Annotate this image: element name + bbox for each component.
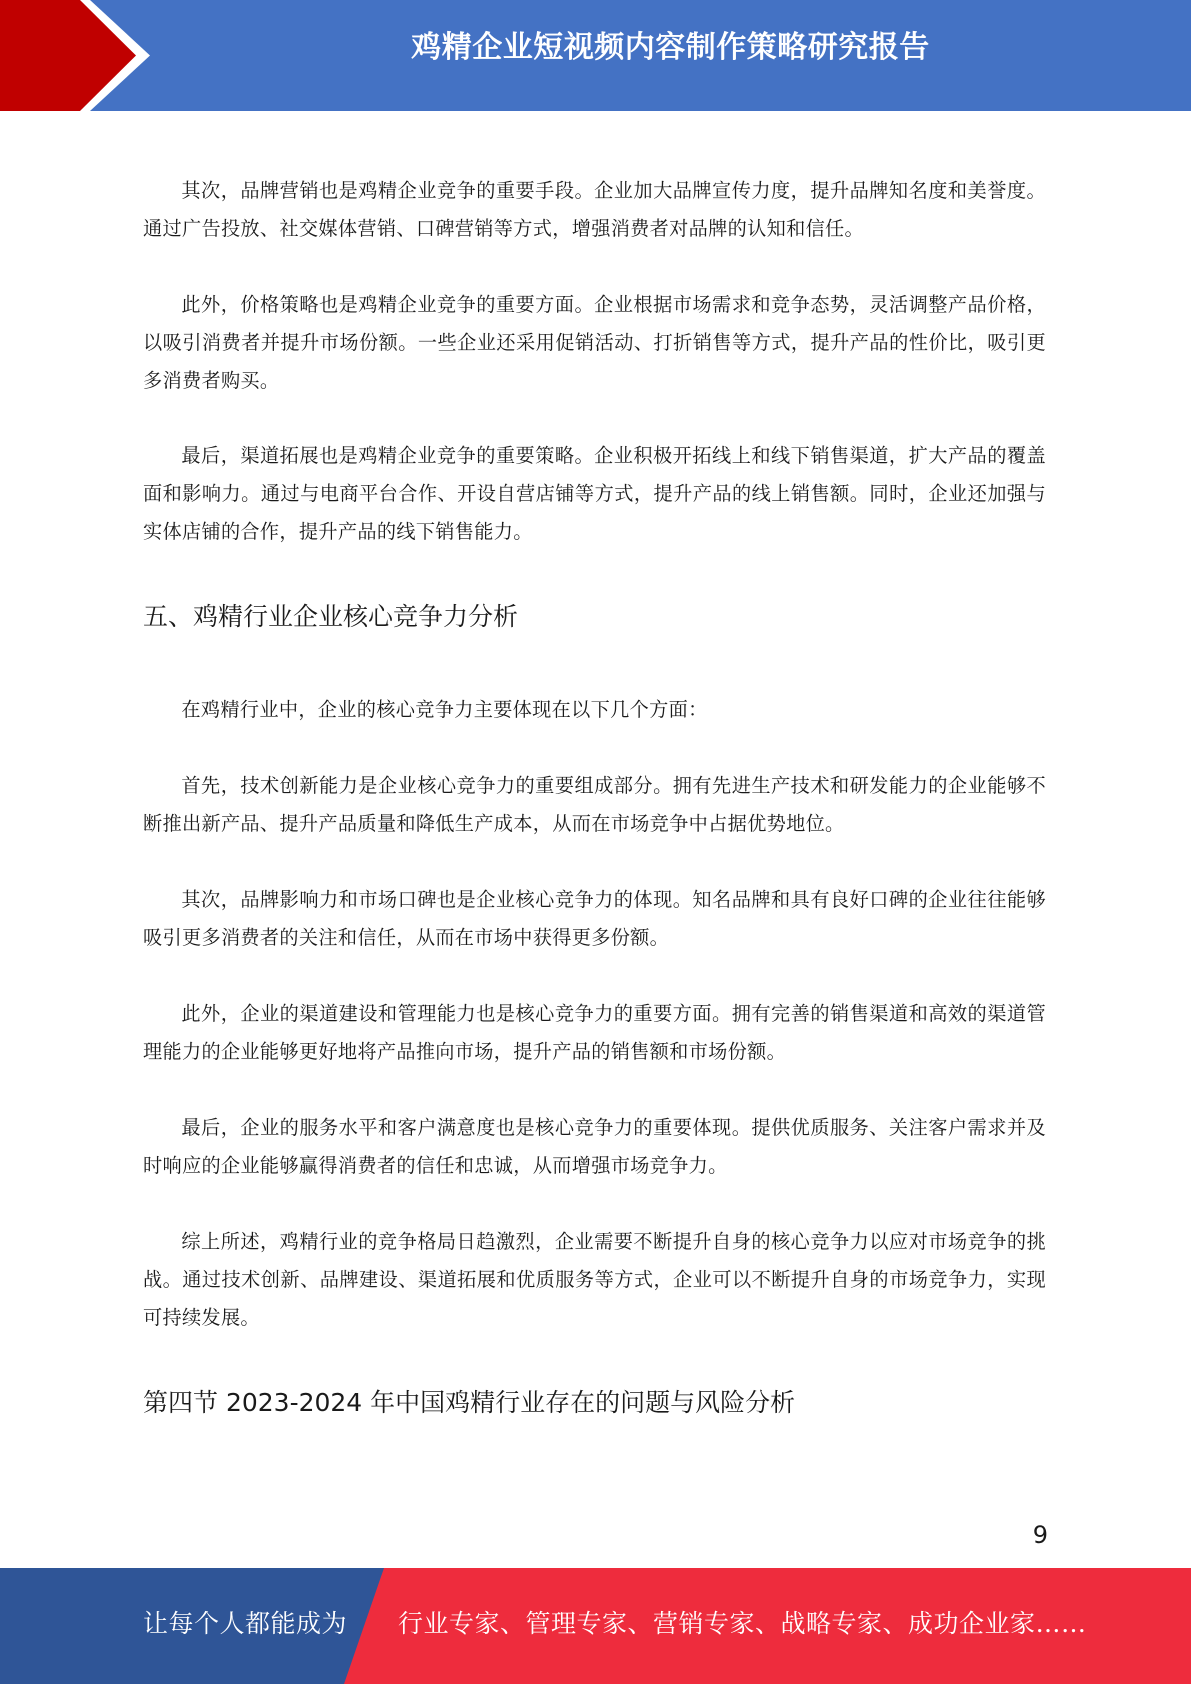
body-paragraph: 在鸡精行业中，企业的核心竞争力主要体现在以下几个方面：	[181, 698, 708, 721]
body-paragraph: 最后，渠道拓展也是鸡精企业竞争的重要策略。企业积极开拓线上和线下销售渠道，扩大产品的覆盖面和影响力。通过与电商平台合作、开设自营店铺等方式，提升产品的线上销售额。同时，企业还加强与实体店铺的合作，提升产品的线下销售能力。	[143, 444, 1046, 543]
chapter-heading: 第四节 2023-2024 年中国鸡精行业存在的问题与风险分析	[143, 1388, 796, 1417]
document-title: 鸡精企业短视频内容制作策略研究报告	[411, 30, 930, 65]
body-paragraph: 首先，技术创新能力是企业核心竞争力的重要组成部分。拥有先进生产技术和研发能力的企业能够不断推出新产品、提升产品质量和降低生产成本，从而在市场竞争中占据优势地位。	[143, 774, 1046, 835]
body-paragraph: 其次，品牌影响力和市场口碑也是企业核心竞争力的体现。知名品牌和具有良好口碑的企业往往能够吸引更多消费者的关注和信任，从而在市场中获得更多份额。	[143, 888, 1046, 949]
page-number: 9	[1032, 1521, 1048, 1549]
page-footer	[0, 1568, 1191, 1684]
footer-slogan-right: 行业专家、管理专家、营销专家、战略专家、成功企业家……	[398, 1609, 1087, 1638]
header-arrow-decoration	[0, 0, 150, 111]
body-paragraph: 此外，企业的渠道建设和管理能力也是核心竞争力的重要方面。拥有完善的销售渠道和高效的渠道管理能力的企业能够更好地将产品推向市场，提升产品的销售额和市场份额。	[143, 1002, 1046, 1063]
body-paragraph: 综上所述，鸡精行业的竞争格局日趋激烈，企业需要不断提升自身的核心竞争力以应对市场竞争的挑战。通过技术创新、品牌建设、渠道拓展和优质服务等方式，企业可以不断提升自身的市场竞争力，实现可持续发展。	[143, 1230, 1046, 1329]
body-paragraph: 其次，品牌营销也是鸡精企业竞争的重要手段。企业加大品牌宣传力度，提升品牌知名度和美誉度。通过广告投放、社交媒体营销、口碑营销等方式，增强消费者对品牌的认知和信任。	[143, 179, 1046, 240]
body-paragraph: 最后，企业的服务水平和客户满意度也是核心竞争力的重要体现。提供优质服务、关注客户需求并及时响应的企业能够赢得消费者的信任和忠诚，从而增强市场竞争力。	[143, 1116, 1046, 1177]
section-heading: 五、鸡精行业企业核心竞争力分析	[143, 602, 519, 631]
body-paragraph: 此外，价格策略也是鸡精企业竞争的重要方面。企业根据市场需求和竞争态势，灵活调整产品价格，以吸引消费者并提升市场份额。一些企业还采用促销活动、打折销售等方式，提升产品的性价比，吸引更多消费者购买。	[143, 293, 1046, 392]
footer-slogan-left: 让每个人都能成为	[143, 1609, 348, 1638]
page-header	[0, 0, 1191, 111]
